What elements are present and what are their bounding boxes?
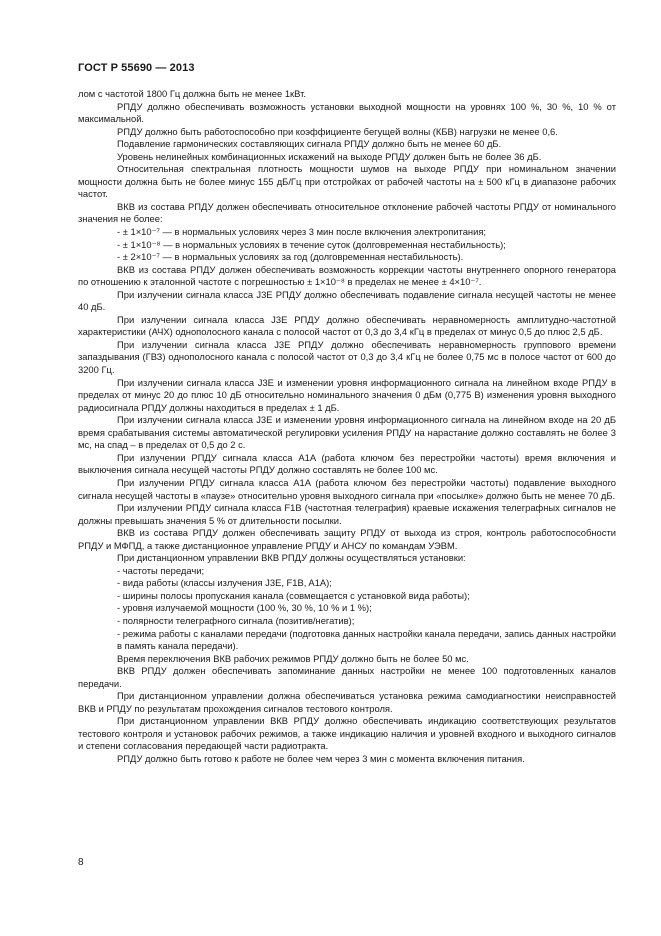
paragraph: ВКВ из состава РПДУ должен обеспечивать защиту РПДУ от выхода из строя, контроль работоспособности РПДУ и МФПД, а также дистанционное управление РПДУ и АНСУ по командам УЭВМ.	[78, 527, 616, 551]
paragraph: При излучении сигнала класса J3E и изменении уровня информационного сигнала на линейном входе РПДУ в пределах от минус 20 до плюс 10 дБ относительно номинального значения 0 дБм (0,775 В) изменения уровня выходного радиосигнала РПДУ должны находиться в пределах ± 1 дБ.	[78, 376, 616, 413]
page-number: 8	[78, 857, 84, 868]
list-item: - ± 1×10⁻⁷ — в нормальных условиях через 3 мин после включения электропитания;	[117, 226, 487, 238]
list-item: - ± 2×10⁻⁷ — в нормальных условиях за год (долговременная нестабильность).	[117, 251, 464, 263]
paragraph: РПДУ должно быть работоспособно при коэффициенте бегущей волны (КБВ) нагрузки не менее 0,6.	[117, 125, 558, 137]
list-item: - полярности телеграфного сигнала (позитив/негатив);	[117, 614, 355, 626]
paragraph: лом с частотой 1800 Гц должна быть не менее 1кВт.	[78, 88, 306, 99]
paragraph: ВКВ из состава РПДУ должен обеспечивать относительное отклонение рабочей частоты РПДУ от номинального значения не более:	[78, 200, 616, 225]
paragraph: При излучении РПДУ сигнала класса F1B (частотная телеграфия) краевые искажения телеграфных сигналов не должны превышать значения 5 % от длительности посылки.	[78, 502, 616, 526]
paragraph: При излучении сигнала класса J3E РПДУ должно обеспечивать неравномерность группового времени запаздывания (ГВЗ) однополосного канала с полосой частот от 0,3 до 3,4 кГц не более 0,75 мс в полосе частот от 600 до 3200 Гц.	[78, 338, 616, 376]
paragraph: Относительная спектральная плотность мощности шумов на выходе РПДУ при номинальном значении мощности должна быть не более минус 155 дБ/Гц при отстройках от рабочей частоты на ± 500 кГц в диапазоне рабочих частот.	[78, 163, 616, 200]
paragraph: РПДУ должно быть готово к работе не более чем через 3 мин с момента включения питания.	[117, 752, 525, 764]
paragraph: При излучении РПДУ сигнала класса A1A (работа ключом без перестройки частоты) подавление выходного сигнала несущей частоты в «паузе» относительно уровня выходного сигнала при «посылке» должно быть не менее 70 дБ.	[78, 476, 616, 501]
list-item: - уровня излучаемой мощности (100 %, 30 %, 10 % и 1 %);	[117, 602, 372, 614]
paragraph: Подавление гармонических составляющих сигнала РПДУ должно быть не менее 60 дБ.	[117, 138, 502, 150]
list-item: - частоты передачи;	[117, 564, 205, 576]
paragraph: При излучении сигнала класса J3E РПДУ должно обеспечивать подавление сигнала несущей частоты не менее 40 дБ.	[78, 288, 616, 313]
paragraph: При дистанционном управлении должна обеспечиваться установка режима самодиагностики неисправностей ВКВ и РПДУ по результатам прохождения сигналов тестового контроля.	[78, 690, 616, 714]
list-item: - режима работы с каналами передачи (подготовка данных настройки канала передачи, запись данных настройки в память канала передачи).	[117, 627, 616, 652]
paragraph: При излучении РПДУ сигнала класса A1A (работа ключом без перестройки частоты) время включения и выключения сигнала несущей частоты РПДУ должно составлять не более 100 мс.	[78, 451, 616, 476]
paragraph: ВКВ РПДУ должен обеспечивать запоминание данных настройки не менее 100 подготовленных каналов передачи.	[78, 665, 616, 689]
list-item: - ширины полосы пропускания канала (совмещается с установкой вида работы);	[117, 589, 470, 601]
paragraph: Время переключения ВКВ рабочих режимов РПДУ должно быть не более 50 мс.	[117, 652, 469, 664]
paragraph: При излучении сигнала класса J3E РПДУ должно обеспечивать неравномерность амплитудно-частотной характеристики (АЧХ) однополосного канала с полосой частот от 0,3 до 3,4 кГц в пределах от минус 0,5 до плюс 2,5 дБ.	[78, 313, 616, 338]
paragraph: При дистанционном управлении ВКВ РПДУ должны осуществляться установки:	[117, 552, 466, 564]
paragraph: Уровень нелинейных комбинационных искажений на выходе РПДУ должен быть не более 36 дБ.	[117, 150, 542, 162]
paragraph: ВКВ из состава РПДУ должен обеспечивать возможность коррекции частоты внутреннего опорного генератора по отношению к эталонной частоте с погрешностью ± 1×10⁻⁸ в пределах не менее ± 4×10⁻⁷.	[78, 263, 616, 288]
paragraph: При дистанционном управлении ВКВ РПДУ должно обеспечивать индикацию соответствующих результатов тестового контроля и установок рабочих режимов, а также индикацию наличия и уровней входного и выходного сигналов и степени согласования передающей части радиотракта.	[78, 715, 616, 752]
list-item: - ± 1×10⁻⁸ — в нормальных условиях в течение суток (долговременная нестабильность);	[117, 238, 506, 250]
document-body	[78, 88, 616, 766]
paragraph: При излучении сигнала класса J3E и изменении уровня информационного сигнала на линейном входе на 20 дБ время срабатывания системы автоматической регулировки усиления РПДУ на нарастание должно составлять не более 3 мс, на спад – в пределах от 0,5 до 2 с.	[78, 414, 616, 451]
list-item: - вида работы (классы излучения J3E, F1B, A1A);	[117, 577, 332, 589]
paragraph: РПДУ должно обеспечивать возможность установки выходной мощности на уровнях 100 %, 30 %, 10 % от максимальной.	[78, 100, 616, 125]
document-header: ГОСТ Р 55690 — 2013	[78, 62, 195, 74]
